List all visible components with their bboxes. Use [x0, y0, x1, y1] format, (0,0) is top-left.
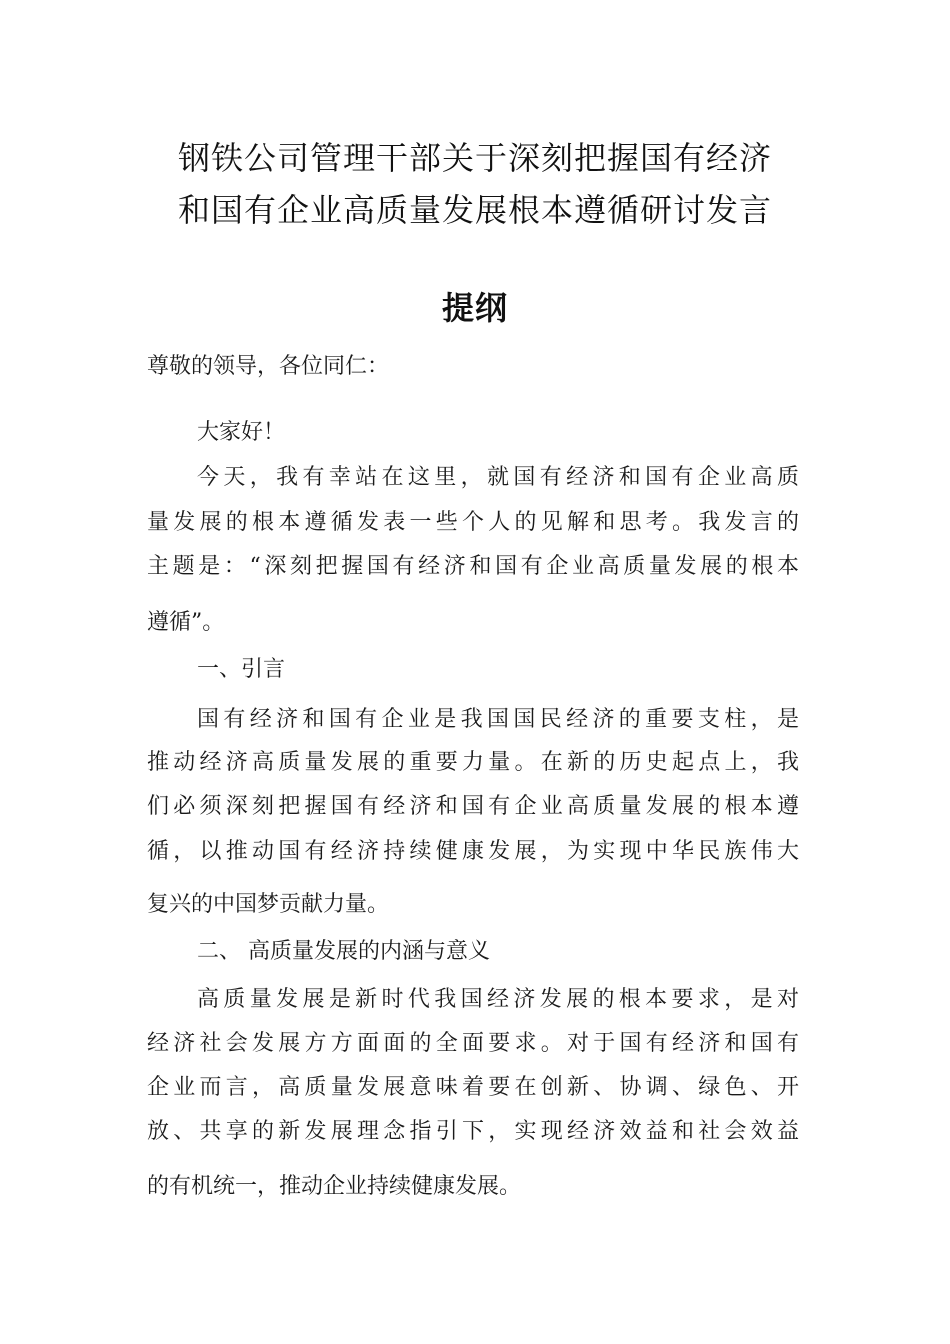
section1-line-1: 国有经济和国有企业是我国国民经济的重要支柱，是 [197, 707, 799, 732]
document-title-line-2: 和国有企业高质量发展根本遵循研讨发言 [177, 191, 772, 229]
salutation: 尊敬的领导，各位同仁： [147, 354, 390, 379]
section1-heading: 一、引言 [197, 657, 286, 682]
intro-line-1: 今天，我有幸站在这里，就国有经济和国有企业高质 [197, 465, 799, 490]
document-title-sub: 提纲 [441, 289, 508, 327]
section1-line-3: 们必须深刻把握国有经济和国有企业高质量发展的根本遵 [147, 794, 799, 819]
section2-line-5: 的有机统一，推动企业持续健康发展。 [147, 1174, 522, 1199]
section1-line-5: 复兴的中国梦贡献力量。 [147, 892, 390, 917]
section2-line-3: 企业而言，高质量发展意味着要在创新、协调、绿色、开 [147, 1075, 799, 1100]
document-title-line-1: 钢铁公司管理干部关于深刻把握国有经济 [177, 139, 772, 177]
section2-line-1: 高质量发展是新时代我国经济发展的根本要求，是对 [197, 987, 799, 1012]
intro-line-3: 主题是：“深刻把握国有经济和国有企业高质量发展的根本 [147, 554, 799, 579]
section2-heading: 二、 高质量发展的内涵与意义 [197, 939, 490, 964]
section1-line-4: 循，以推动国有经济持续健康发展，为实现中华民族伟大 [147, 839, 799, 864]
greeting: 大家好！ [197, 420, 286, 445]
section1-line-2: 推动经济高质量发展的重要力量。在新的历史起点上，我 [147, 750, 799, 775]
intro-line-2: 量发展的根本遵循发表一些个人的见解和思考。我发言的 [147, 510, 799, 535]
section2-line-4: 放、共享的新发展理念指引下，实现经济效益和社会效益 [147, 1119, 799, 1144]
intro-line-4: 遵循”。 [147, 610, 225, 635]
section2-line-2: 经济社会发展方方面面的全面要求。对于国有经济和国有 [147, 1031, 799, 1056]
